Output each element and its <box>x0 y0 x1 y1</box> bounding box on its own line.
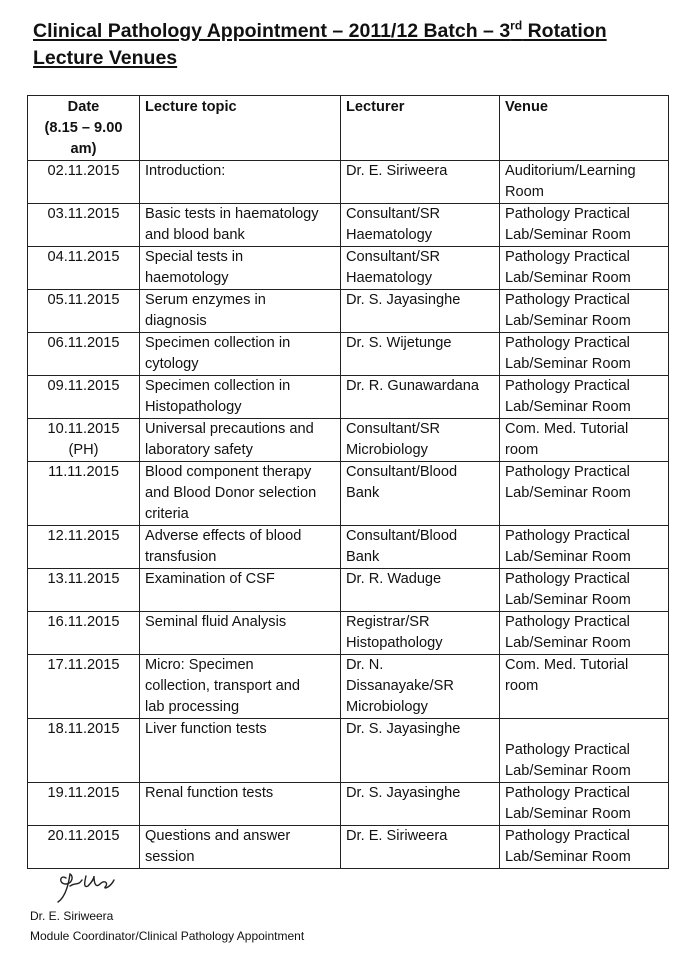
venue-cell: Pathology Practical Lab/Seminar Room <box>500 290 669 333</box>
lecturer-cell: Consultant/SR Haematology <box>341 204 500 247</box>
topic-cell: Serum enzymes in diagnosis <box>140 290 341 333</box>
lecturer-cell: Consultant/SR Microbiology <box>341 419 500 462</box>
lecturer-cell: Dr. E. Siriweera <box>341 826 500 869</box>
topic-cell: Basic tests in haematology and blood bank <box>140 204 341 247</box>
topic-cell: Specimen collection in Histopathology <box>140 376 341 419</box>
title-line-1 <box>33 18 673 45</box>
lecture-schedule-table <box>27 95 669 869</box>
signer-name: Dr. E. Siriweera <box>30 909 114 923</box>
title-rotation-text: Rotation <box>522 20 607 42</box>
table-row <box>28 569 669 612</box>
topic-cell: Blood component therapy and Blood Donor selection criteria <box>140 462 341 526</box>
date-cell: 04.11.2015 <box>28 247 140 290</box>
lecturer-cell: Dr. R. Gunawardana <box>341 376 500 419</box>
table-row <box>28 826 669 869</box>
lecturer-cell: Dr. R. Waduge <box>341 569 500 612</box>
venue-cell: Pathology Practical Lab/Seminar Room <box>500 247 669 290</box>
venue-cell: Pathology Practical Lab/Seminar Room <box>500 826 669 869</box>
venue-cell: Pathology Practical Lab/Seminar Room <box>500 462 669 526</box>
title-line-2: Lecture Venues <box>33 47 178 69</box>
topic-cell: Specimen collection in cytology <box>140 333 341 376</box>
venue-cell: Pathology Practical Lab/Seminar Room <box>500 204 669 247</box>
date-cell: 03.11.2015 <box>28 204 140 247</box>
date-cell: 13.11.2015 <box>28 569 140 612</box>
topic-cell: Questions and answer session <box>140 826 341 869</box>
lecturer-cell: Dr. N. Dissanayake/SR Microbiology <box>341 655 500 719</box>
table-row <box>28 419 669 462</box>
table-row <box>28 290 669 333</box>
header-topic: Lecture topic <box>140 96 341 161</box>
handwritten-signature <box>52 868 162 908</box>
date-cell: 20.11.2015 <box>28 826 140 869</box>
lecturer-cell: Dr. S. Wijetunge <box>341 333 500 376</box>
venue-cell: Com. Med. Tutorial room <box>500 655 669 719</box>
lecturer-cell: Dr. S. Jayasinghe <box>341 719 500 783</box>
table-row <box>28 655 669 719</box>
header-date: Date (8.15 – 9.00 am) <box>28 96 140 161</box>
lecturer-cell: Consultant/Blood Bank <box>341 526 500 569</box>
document-title <box>33 18 673 72</box>
date-cell: 05.11.2015 <box>28 290 140 333</box>
table-row <box>28 376 669 419</box>
date-cell: 12.11.2015 <box>28 526 140 569</box>
table-row <box>28 783 669 826</box>
venue-cell: Pathology Practical Lab/Seminar Room <box>500 333 669 376</box>
lecturer-cell: Dr. E. Siriweera <box>341 161 500 204</box>
table-header-row <box>28 96 669 161</box>
venue-cell: Pathology Practical Lab/Seminar Room <box>500 719 669 783</box>
topic-cell: Examination of CSF <box>140 569 341 612</box>
topic-cell: Renal function tests <box>140 783 341 826</box>
table-row <box>28 333 669 376</box>
date-cell: 11.11.2015 <box>28 462 140 526</box>
topic-cell: Introduction: <box>140 161 341 204</box>
topic-cell: Seminal fluid Analysis <box>140 612 341 655</box>
topic-cell: Adverse effects of blood transfusion <box>140 526 341 569</box>
topic-cell: Special tests in haemotology <box>140 247 341 290</box>
topic-cell: Micro: Specimen collection, transport and lab processing <box>140 655 341 719</box>
header-lecturer: Lecturer <box>341 96 500 161</box>
table-row <box>28 247 669 290</box>
lecturer-cell: Dr. S. Jayasinghe <box>341 783 500 826</box>
date-cell: 06.11.2015 <box>28 333 140 376</box>
lecturer-cell: Dr. S. Jayasinghe <box>341 290 500 333</box>
signer-role: Module Coordinator/Clinical Pathology Appointment <box>30 929 305 943</box>
date-cell: 18.11.2015 <box>28 719 140 783</box>
table-body <box>28 161 669 869</box>
lecturer-cell: Registrar/SR Histopathology <box>341 612 500 655</box>
venue-cell: Pathology Practical Lab/Seminar Room <box>500 612 669 655</box>
title-main-text: Clinical Pathology Appointment – 2011/12 Batch – 3 <box>33 20 511 42</box>
topic-cell: Liver function tests <box>140 719 341 783</box>
topic-cell: Universal precautions and laboratory safety <box>140 419 341 462</box>
date-cell: 17.11.2015 <box>28 655 140 719</box>
lecturer-cell: Consultant/SR Haematology <box>341 247 500 290</box>
table-row <box>28 612 669 655</box>
table-row <box>28 526 669 569</box>
table-row <box>28 204 669 247</box>
date-cell: 19.11.2015 <box>28 783 140 826</box>
lecturer-cell: Consultant/Blood Bank <box>341 462 500 526</box>
venue-cell: Pathology Practical Lab/Seminar Room <box>500 526 669 569</box>
title-superscript: rd <box>510 18 523 33</box>
venue-cell: Pathology Practical Lab/Seminar Room <box>500 783 669 826</box>
date-cell: 02.11.2015 <box>28 161 140 204</box>
header-venue: Venue <box>500 96 669 161</box>
venue-cell: Com. Med. Tutorial room <box>500 419 669 462</box>
venue-cell: Auditorium/Learning Room <box>500 161 669 204</box>
date-cell: 10.11.2015 (PH) <box>28 419 140 462</box>
table-row <box>28 161 669 204</box>
date-cell: 16.11.2015 <box>28 612 140 655</box>
date-cell: 09.11.2015 <box>28 376 140 419</box>
venue-cell: Pathology Practical Lab/Seminar Room <box>500 569 669 612</box>
table-row <box>28 719 669 783</box>
venue-cell: Pathology Practical Lab/Seminar Room <box>500 376 669 419</box>
table-row <box>28 462 669 526</box>
